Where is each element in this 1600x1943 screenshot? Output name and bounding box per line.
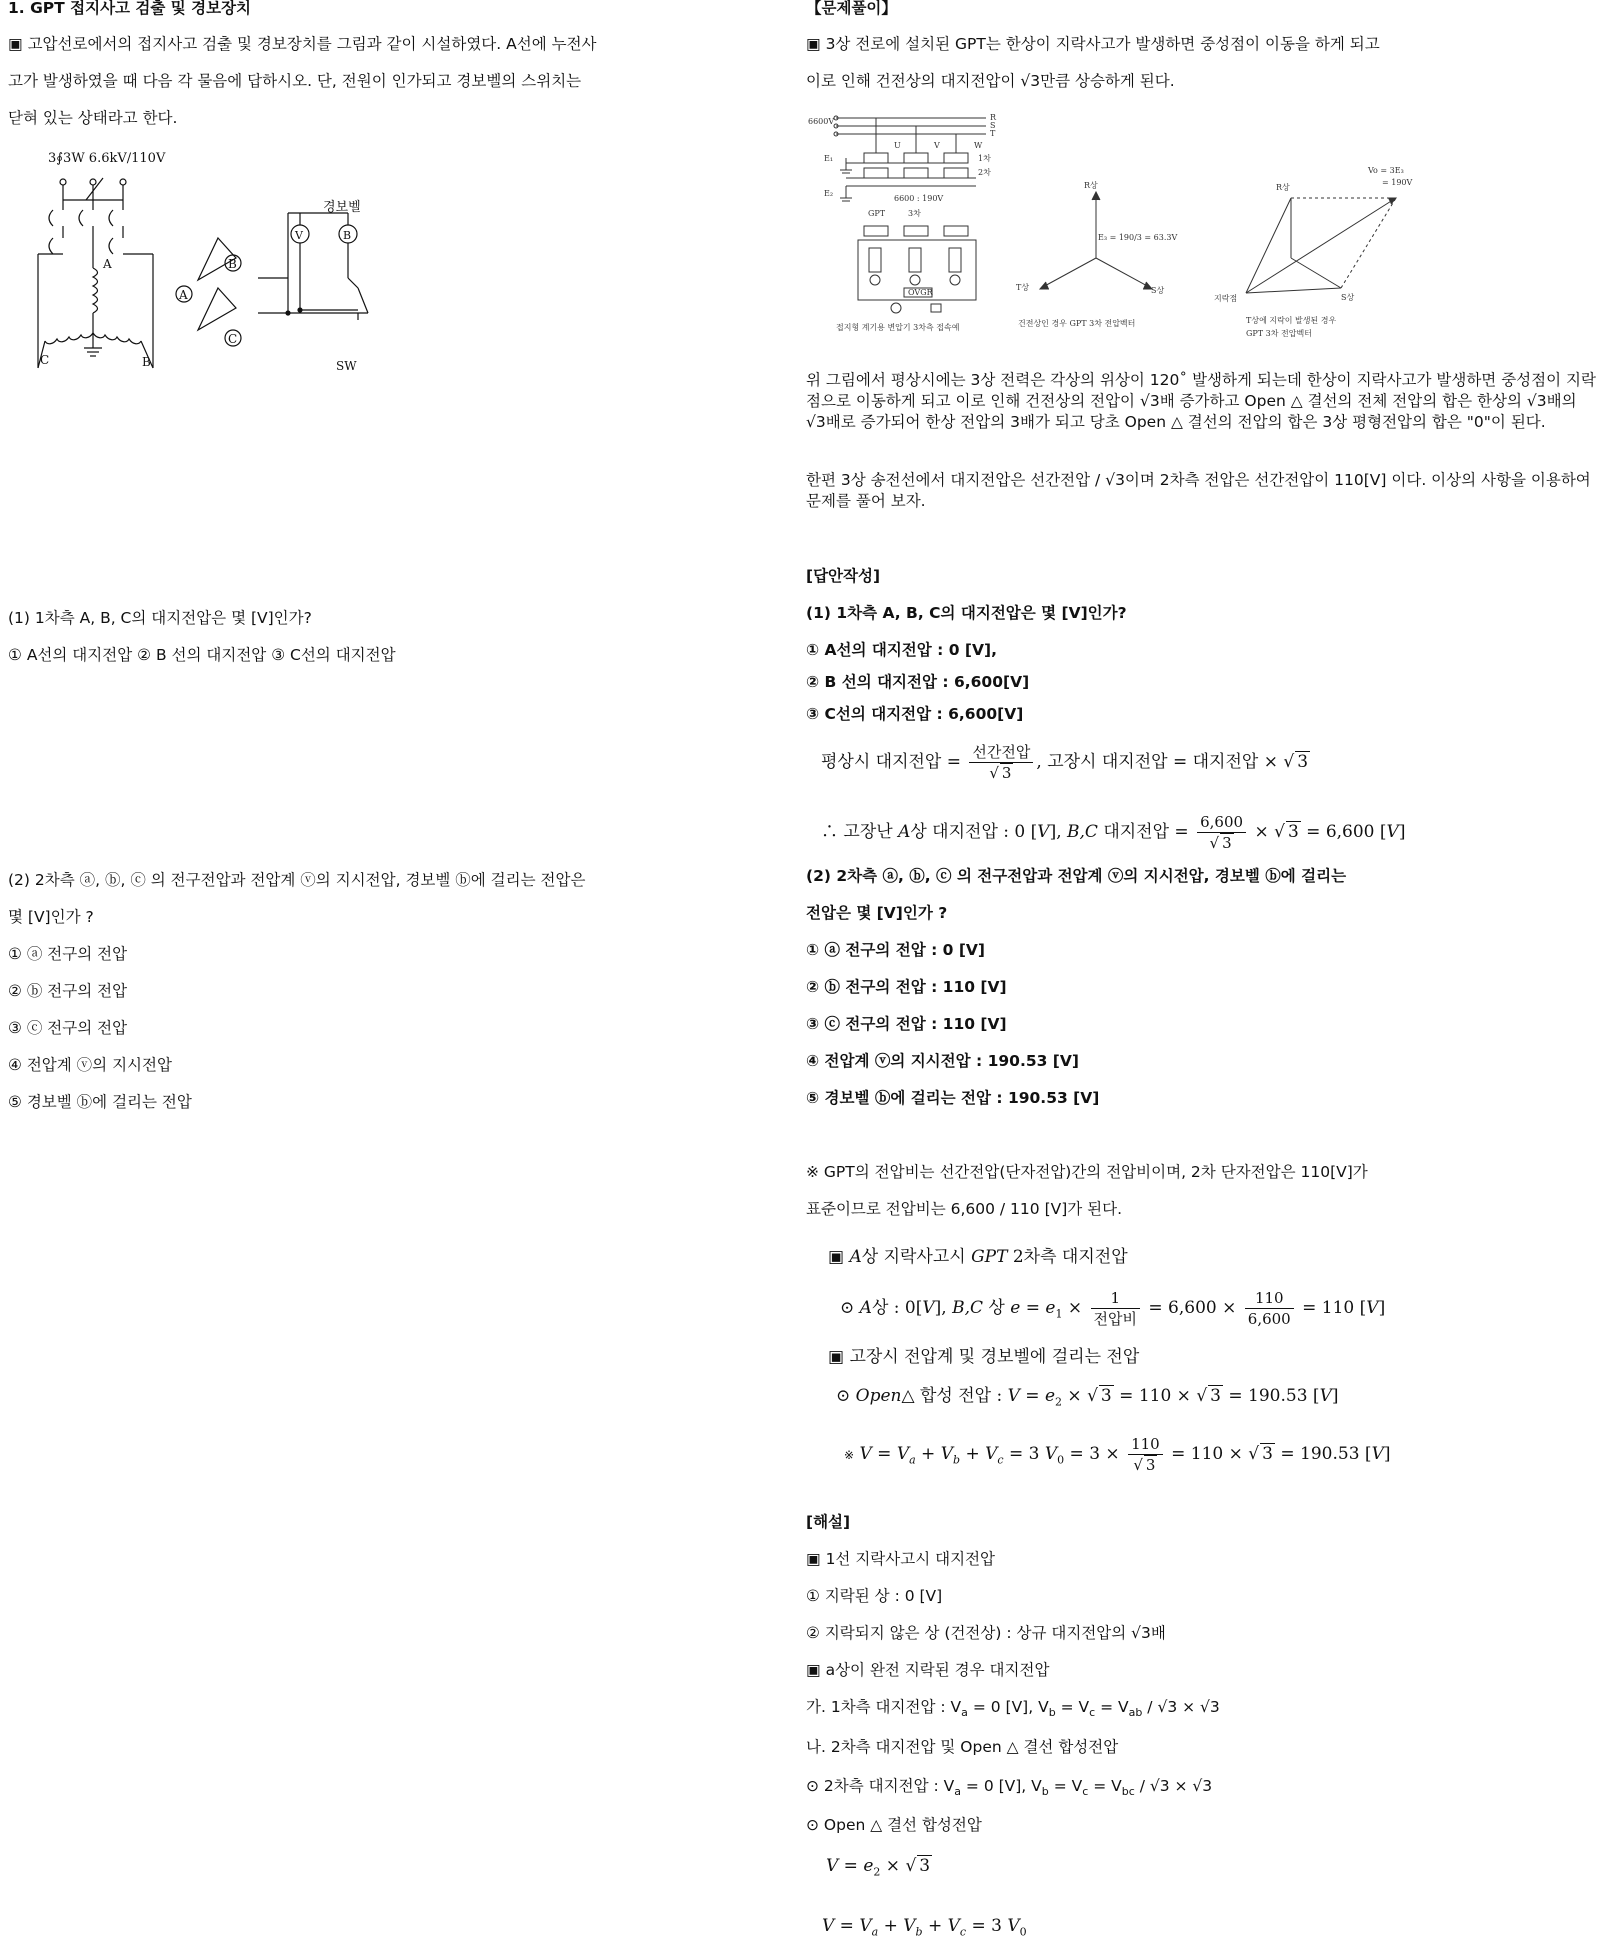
f3-fraction-1 bbox=[1091, 1288, 1140, 1329]
lamp-a-label: A bbox=[179, 288, 188, 302]
a2-item-2: ② ⓑ 전구의 전압 : 110 [V] bbox=[806, 978, 1007, 996]
f7-vb: V bbox=[903, 1916, 916, 1936]
diagram-primary: 1차 bbox=[978, 154, 991, 163]
q2-item-5: ⑤ 경보벨 ⓑ에 걸리는 전압 bbox=[8, 1093, 192, 1111]
q2-question-line-2: 몇 [V]인가 ? bbox=[8, 908, 94, 926]
f4-tri: △ bbox=[901, 1386, 915, 1406]
f3-res: 110 bbox=[1321, 1298, 1355, 1318]
formula-secondary-voltage: ⊙ A상 : 0[V], B,C 상 $e = e_1$ × $\frac{1}{\text{전압비}}$ = 6,600 × $\frac{110}{6,600}$ = 110 [V] bbox=[840, 1289, 1386, 1328]
f3-den2: 6,600 bbox=[1247, 1310, 1291, 1328]
f5-res: 190.53 bbox=[1300, 1444, 1360, 1464]
diagram-e1: E₁ bbox=[824, 154, 834, 163]
f7-V: V bbox=[822, 1916, 835, 1936]
diagram-caption-2: 건전상인 경우 GPT 3차 전압벡터 bbox=[1018, 319, 1136, 328]
f1-rhs: 대지전압 bbox=[1192, 752, 1259, 772]
q2-item-1: ① ⓐ 전구의 전압 bbox=[8, 945, 128, 963]
f6-e-sub: 2 bbox=[873, 1865, 881, 1879]
f3-num2: 110 bbox=[1245, 1288, 1294, 1309]
f3-title-gpt: GPT bbox=[971, 1247, 1008, 1267]
formula-open-delta: ⊙ Open△ 합성 전압 : $V = e_2$ × √ 3 = 110 × √ 3 = 190.53 [V] bbox=[836, 1386, 1339, 1409]
f4-res: 190.53 bbox=[1248, 1386, 1308, 1406]
problem-title: 1. GPT 접지사고 검출 및 경보장치 bbox=[8, 0, 252, 17]
formula-fault-voltage: ∴ 고장난 A상 대지전압 : 0 [V], B,C 대지전압 = $\frac{6,600}{√ 3}$ × √ 3 = 6,600 [V] bbox=[821, 813, 1406, 852]
f5-n3b: 3 bbox=[1089, 1444, 1101, 1464]
formula-ground-voltage: 평상시 대지전압 = $\frac{\text{선간전압}}{√ 3}$ , 고장시 대지전압 = 대지전압 × √ 3 bbox=[821, 743, 1309, 782]
diagram-caption-3-line-1: T상에 지락이 발생된 경우 bbox=[1246, 316, 1337, 325]
a1-item-3: ③ C선의 대지전압 : 6,600[V] bbox=[806, 705, 1024, 723]
f3-a: A bbox=[859, 1298, 872, 1318]
intro-line-1: ▣ 고압선로에서의 접지사고 검출 및 경보장치를 그림과 같이 시설하였다. A선에 누전사 bbox=[8, 35, 597, 53]
f3-title-text2: 2차측 대지전압 bbox=[1012, 1247, 1128, 1267]
diagram-voltage-label: 6600V bbox=[808, 117, 835, 126]
explain-line-1: ▣ 3상 전로에 설치된 GPT는 한상이 지락사고가 발생하면 중성점이 이동을 하게 되고 bbox=[806, 35, 1380, 53]
bell-label: 경보벨 bbox=[323, 200, 361, 215]
f3-title-text1: 상 지락사고시 bbox=[861, 1247, 966, 1267]
f5-vb: V bbox=[940, 1444, 953, 1464]
supply-label: 3∮3W 6.6kV/110V bbox=[48, 151, 166, 166]
f1-num: 선간전압 bbox=[969, 742, 1033, 763]
lamp-b-label: B bbox=[228, 257, 237, 271]
f4-c110: 110 bbox=[1138, 1386, 1172, 1406]
f3-e1: e bbox=[1045, 1298, 1056, 1318]
fault-r-phase: R상 bbox=[1276, 183, 1290, 192]
f2-pre: ∴ 고장난 bbox=[821, 822, 893, 842]
diagram-ratio: 6600 : 190V bbox=[894, 194, 944, 203]
h-o1-t3: = V bbox=[1088, 1777, 1122, 1795]
formula-vector-sum: ※ $V = V_a + V_b + V_c = 3$ $V_0 = 3$ × $\frac{110}{√ 3}$ = 110 × √ 3 = 190.53 [V] bbox=[844, 1435, 1391, 1474]
diagram-phase-t: T bbox=[990, 129, 996, 138]
f7-v0: V bbox=[1007, 1916, 1020, 1936]
node-c-label: C bbox=[40, 353, 50, 367]
diagram-phase-r: R bbox=[990, 113, 997, 122]
h-ga-t3: = V bbox=[1095, 1698, 1129, 1716]
f3-fraction-2 bbox=[1245, 1288, 1294, 1329]
section-commentary: [해설] bbox=[806, 1513, 851, 1531]
q2-item-2: ② ⓑ 전구의 전압 bbox=[8, 982, 128, 1000]
f3-e1-sub: 1 bbox=[1055, 1307, 1063, 1321]
vo-label-1: Vo = 3E₃ bbox=[1368, 166, 1404, 175]
commentary-open-delta-heading: ⊙ Open △ 결선 합성전압 bbox=[806, 1816, 982, 1834]
q1-question: (1) 1차측 A, B, C의 대지전압은 몇 [V]인가? bbox=[8, 609, 312, 627]
f5-n3: 3 bbox=[1028, 1444, 1040, 1464]
diagram-w: W bbox=[974, 141, 983, 150]
h-o1-sub-c: c bbox=[1082, 1785, 1089, 1799]
h-ga-sub-ab: ab bbox=[1128, 1706, 1143, 1720]
commentary-primary-voltage bbox=[806, 1697, 1220, 1723]
h-ga-sub-a: a bbox=[961, 1706, 968, 1720]
f2-bc: B,C bbox=[1067, 822, 1098, 842]
f2-mid: 상 대지전압 : 0 bbox=[910, 822, 1026, 842]
commentary-item-1: ▣ 1선 지락사고시 대지전압 bbox=[806, 1550, 996, 1568]
f5-vc-sub: c bbox=[997, 1453, 1004, 1467]
vo-label-2: = 190V bbox=[1382, 178, 1413, 187]
a1-title: (1) 1차측 A, B, C의 대지전압은 몇 [V]인가? bbox=[806, 604, 1127, 622]
f4-s1: 합성 전압 : bbox=[919, 1386, 1003, 1406]
f5-V: V bbox=[859, 1444, 872, 1464]
diagram-secondary: 2차 bbox=[978, 168, 991, 177]
f3-s2: 상 bbox=[988, 1298, 1005, 1318]
a2-title-line-2: 전압은 몇 [V]인가 ? bbox=[806, 904, 948, 922]
diagram-u: U bbox=[894, 141, 901, 150]
f5-vc: V bbox=[985, 1444, 998, 1464]
h-o1-t4: / √3 × √3 bbox=[1134, 1777, 1213, 1795]
h-ga-sub-c: c bbox=[1089, 1706, 1096, 1720]
note-line-2: 표준이므로 전압비는 6,600 / 110 [V]가 된다. bbox=[806, 1200, 1123, 1218]
gpt-vector-diagram bbox=[806, 108, 1426, 348]
f2-num: 6,600 bbox=[1197, 812, 1246, 833]
f5-pre: ※ bbox=[844, 1448, 855, 1462]
commentary-item-3: ② 지락되지 않은 상 (건전상) : 상규 대지전압의 √3배 bbox=[806, 1624, 1166, 1642]
f3-title-a: A bbox=[849, 1247, 862, 1267]
a2-item-4: ④ 전압계 ⓥ의 지시전압 : 190.53 [V] bbox=[806, 1052, 1079, 1070]
a1-item-2: ② B 선의 대지전압 : 6,600[V] bbox=[806, 673, 1030, 691]
vector-e3-label: E₃ = 190/3 = 63.3V bbox=[1098, 233, 1178, 242]
explanation-paragraph-1: 위 그림에서 평상시에는 3상 전력은 각상의 위상이 120˚ 발생하게 되는데 한상이 지락사고가 발생하면 중성점이 지락점으로 이동하게 되고 이로 인해 건전상의 전압이 √3배 증가하고 Open △ 결선의 전체 전압의 합은 한상의 √3배의 √3배로 증가되어 한상 전압의 3배가 되고 당초 Open △ 결선의 전압의 합은 3상 평형전압의 합은 "0"이 된다. bbox=[806, 371, 1596, 431]
f1-lhs: 평상시 대지전압 bbox=[821, 752, 942, 772]
node-a-label: A bbox=[103, 257, 112, 271]
h-o1-sub-a: a bbox=[954, 1785, 961, 1799]
formula-vector-sum-short: $V = V_a + V_b + V_c = 3$ $V_0$ bbox=[822, 1916, 1027, 1939]
vector-s-phase: S상 bbox=[1151, 286, 1165, 295]
f3-title bbox=[828, 1246, 1128, 1268]
diagram-tertiary: 3차 bbox=[908, 209, 921, 218]
f5-c110: 110 bbox=[1190, 1444, 1224, 1464]
f5-v0-sub: 0 bbox=[1057, 1453, 1065, 1467]
f5-va: V bbox=[896, 1444, 910, 1464]
f2-res: 6,600 bbox=[1325, 822, 1375, 842]
diagram-gpt: GPT bbox=[868, 209, 886, 218]
f5-den: 3 bbox=[1145, 1456, 1156, 1474]
f3-v: V bbox=[922, 1298, 935, 1318]
f4-open: Open bbox=[855, 1386, 902, 1406]
h-o1-sub-bc: bc bbox=[1121, 1785, 1135, 1799]
h-ga-t4: / √3 × √3 bbox=[1142, 1698, 1220, 1716]
f7-vc: V bbox=[947, 1916, 960, 1936]
vector-r-phase: R상 bbox=[1084, 181, 1098, 190]
f7-vb-sub: b bbox=[915, 1925, 923, 1939]
f6-three: 3 bbox=[919, 1856, 931, 1876]
f3-bc: B,C bbox=[952, 1298, 983, 1318]
q2-item-3: ③ ⓒ 전구의 전압 bbox=[8, 1019, 128, 1037]
section-solution: 【문제풀이】 bbox=[806, 0, 897, 17]
voltmeter-label: V bbox=[295, 229, 303, 242]
diagram-v: V bbox=[934, 141, 940, 150]
intro-line-2: 고가 발생하였을 때 다음 각 물음에 답하시오. 단, 전원이 인가되고 경보벨의 스위치는 bbox=[8, 72, 582, 90]
intro-line-3: 닫혀 있는 상태라고 한다. bbox=[8, 109, 178, 127]
f7-vc-sub: c bbox=[959, 1925, 967, 1939]
diagram-e2: E₂ bbox=[824, 189, 834, 198]
f3-s1: 상 : 0 bbox=[871, 1298, 916, 1318]
sw-label: SW bbox=[336, 359, 357, 373]
f2-v: V bbox=[1037, 822, 1050, 842]
commentary-item-4: ▣ a상이 완전 지락된 경우 대지전압 bbox=[806, 1661, 1050, 1679]
f2-fraction: $\frac{6,600}{√ 3}$ bbox=[1197, 812, 1246, 853]
f5-vb-sub: b bbox=[953, 1453, 961, 1467]
a2-item-1: ① ⓐ 전구의 전압 : 0 [V] bbox=[806, 941, 986, 959]
f1-den: 3 bbox=[1001, 764, 1012, 782]
f4-V: V bbox=[1007, 1386, 1020, 1406]
vector-t-phase: T상 bbox=[1016, 283, 1030, 292]
f4-e-sub: 2 bbox=[1055, 1395, 1063, 1409]
f4-title: ▣ 고장시 전압계 및 경보벨에 걸리는 전압 bbox=[828, 1347, 1140, 1367]
f2-den: 3 bbox=[1222, 834, 1232, 852]
f3-title-pre: ▣ bbox=[828, 1247, 845, 1267]
note-line-1: ※ GPT의 전압비는 선간전압(단자전압)간의 전압비이며, 2차 단자전압은 110[V]가 bbox=[806, 1163, 1368, 1181]
h-ga-t2: = V bbox=[1055, 1698, 1090, 1716]
f3-v1: 6,600 bbox=[1168, 1298, 1217, 1318]
a2-item-5: ⑤ 경보벨 ⓑ에 걸리는 전압 : 190.53 [V] bbox=[806, 1089, 1100, 1107]
f3-num1: 1 bbox=[1091, 1288, 1140, 1309]
f7-n3: 3 bbox=[991, 1916, 1002, 1936]
diagram-caption-3-line-2: GPT 3차 전압벡터 bbox=[1246, 329, 1312, 338]
q1-items: ① A선의 대지전압 ② B 선의 대지전압 ③ C선의 대지전압 bbox=[8, 646, 396, 664]
f5-sqrt3: 3 bbox=[1262, 1444, 1273, 1464]
commentary-item-2: ① 지락된 상 : 0 [V] bbox=[806, 1587, 943, 1605]
explain-line-2: 이로 인해 건전상의 대지전압이 √3만큼 상승하게 된다. bbox=[806, 72, 1175, 90]
section-answer: [답안작성] bbox=[806, 567, 881, 585]
a2-item-3: ③ ⓒ 전구의 전압 : 110 [V] bbox=[806, 1015, 1007, 1033]
f6-e: e bbox=[863, 1856, 874, 1876]
f1-mid: 고장시 대지전압 bbox=[1047, 752, 1168, 772]
h-ga-sub-b: b bbox=[1048, 1706, 1056, 1720]
f2-a: A bbox=[898, 822, 911, 842]
f6-V: V bbox=[826, 1856, 839, 1876]
f3-unit: V bbox=[1366, 1298, 1379, 1318]
a1-item-1: ① A선의 대지전압 : 0 [V], bbox=[806, 641, 997, 659]
f4-e: e bbox=[1044, 1386, 1056, 1406]
h-o1-sub-b: b bbox=[1041, 1785, 1049, 1799]
f3-den1: 전압비 bbox=[1093, 1310, 1137, 1328]
f7-va-sub: a bbox=[871, 1925, 879, 1939]
f2-mid2: 대지전압 bbox=[1103, 822, 1170, 842]
bell-symbol-label: B bbox=[343, 229, 352, 242]
f5-unit: V bbox=[1371, 1444, 1384, 1464]
f4-three: 3 bbox=[1100, 1386, 1112, 1406]
f2-unit: V bbox=[1386, 822, 1399, 842]
h-o1-t1: = 0 [V], V bbox=[960, 1777, 1042, 1795]
f4-three-2: 3 bbox=[1210, 1386, 1221, 1406]
formula-open-delta-short: $V = e_2$ × √ 3 bbox=[826, 1856, 931, 1879]
f5-num: 110 bbox=[1128, 1434, 1163, 1455]
h-o1-pre: ⊙ 2차측 대지전압 : V bbox=[806, 1777, 955, 1795]
f5-fraction: $\frac{110}{√ 3}$ bbox=[1128, 1434, 1163, 1475]
h-ga-t1: = 0 [V], V bbox=[967, 1698, 1049, 1716]
f1-sqrt3: 3 bbox=[1297, 752, 1309, 772]
circuit-diagram bbox=[18, 148, 458, 378]
commentary-secondary-voltage bbox=[806, 1776, 1212, 1802]
fault-s-phase: S상 bbox=[1341, 293, 1355, 302]
f3-pre: ⊙ bbox=[840, 1298, 855, 1318]
f3-e: e bbox=[1010, 1298, 1021, 1318]
explanation-paragraph-2: 한편 3상 송전선에서 대지전압은 선간전압 / √3이며 2차측 전압은 선간전압이 110[V] 이다. 이상의 사항을 이용하여 문제를 풀어 보자. bbox=[806, 471, 1591, 510]
f1-fraction: $\frac{\text{선간전압}}{√ 3}$ bbox=[969, 742, 1033, 783]
fault-ground-point: 지락점 bbox=[1214, 294, 1238, 303]
f7-v0-sub: 0 bbox=[1019, 1925, 1027, 1939]
h-o1-t2: = V bbox=[1048, 1777, 1083, 1795]
q2-question-line-1: (2) 2차측 ⓐ, ⓑ, ⓒ 의 전구전압과 전압계 ⓥ의 지시전압, 경보벨 ⓑ에 걸리는 전압은 bbox=[8, 871, 586, 889]
diagram-caption-1: 접지형 계기용 변압기 3차측 접속예 bbox=[836, 323, 960, 332]
node-b-label: B bbox=[142, 355, 151, 369]
f2-sqrt3: 3 bbox=[1287, 822, 1299, 842]
f5-v0: V bbox=[1044, 1444, 1058, 1464]
diagram-phase-s: S bbox=[990, 121, 996, 130]
f7-va: V bbox=[859, 1916, 872, 1936]
commentary-secondary-heading: 나. 2차측 대지전압 및 Open △ 결선 합성전압 bbox=[806, 1738, 1119, 1756]
a2-title-line-1: (2) 2차측 ⓐ, ⓑ, ⓒ 의 전구전압과 전압계 ⓥ의 지시전압, 경보벨 ⓑ에 걸리는 bbox=[806, 867, 1347, 885]
f4-pre: ⊙ bbox=[836, 1386, 851, 1406]
f5-va-sub: a bbox=[909, 1453, 916, 1467]
h-ga-pre: 가. 1차측 대지전압 : V bbox=[806, 1698, 962, 1716]
lamp-c-label: C bbox=[228, 332, 238, 346]
f4-unit: V bbox=[1319, 1386, 1332, 1406]
q2-item-4: ④ 전압계 ⓥ의 지시전압 bbox=[8, 1056, 172, 1074]
diagram-ovgr: OVGR bbox=[908, 288, 933, 297]
